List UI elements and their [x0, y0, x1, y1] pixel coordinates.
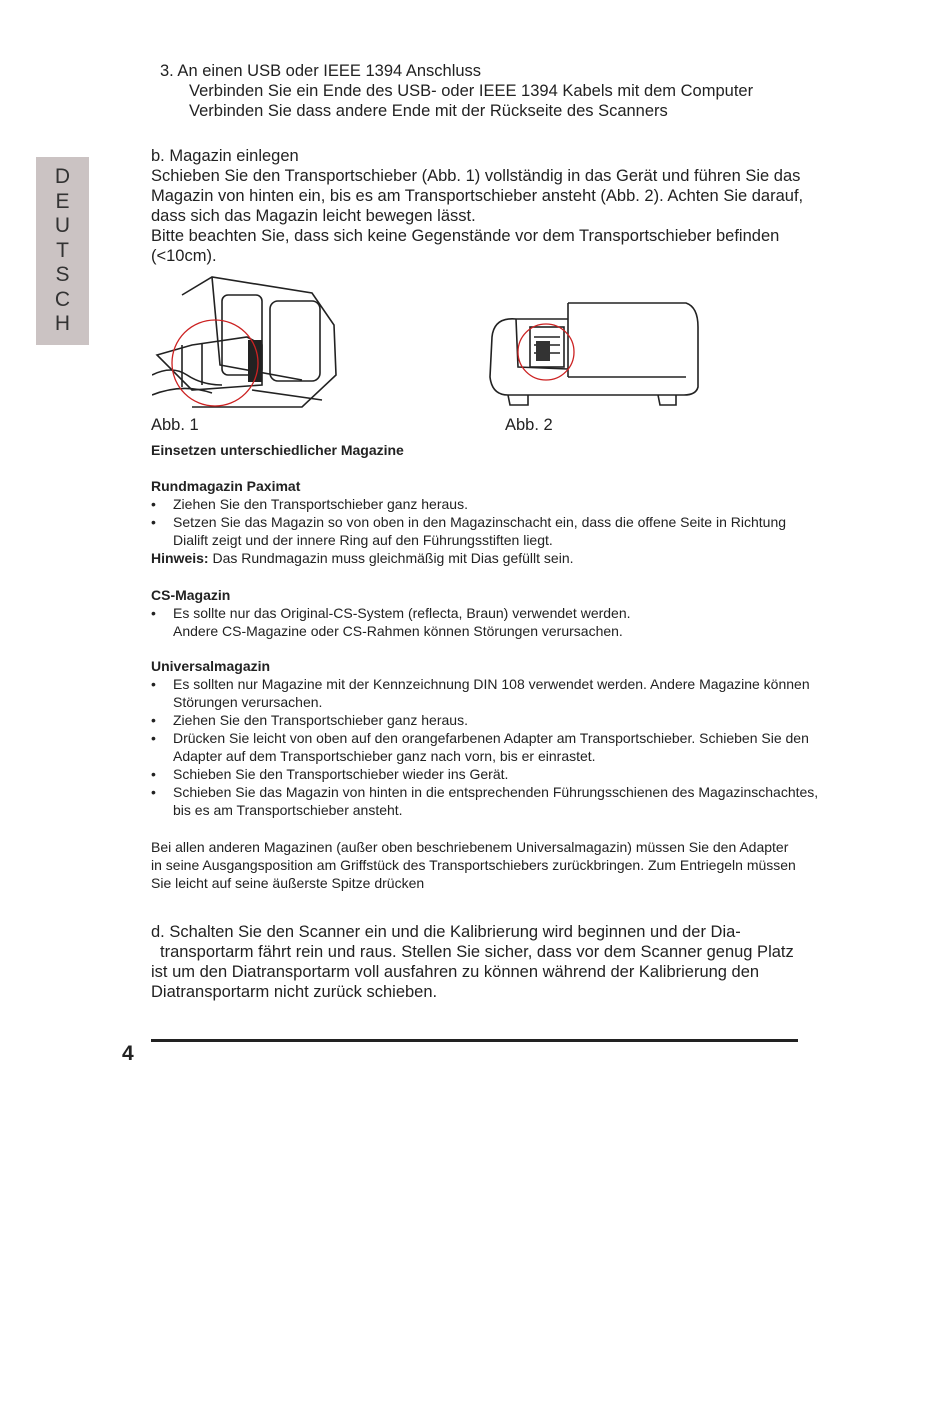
figure-1-caption: Abb. 1: [151, 416, 199, 434]
rundmagazin-list: [151, 495, 821, 549]
language-tab-letter: U: [54, 214, 71, 238]
section-b-paragraph: Schieben Sie den Transportschieber (Abb. 1) vollständig in das Gerät und führen Sie das Magazin von hinten ein, bis es am Transportschieber ansteht (Abb. 2). Achten Sie darauf, dass sich das Magazin leicht bewegen lässt.: [151, 167, 804, 225]
einsetzen-heading: Einsetzen unterschiedlicher Magazine: [151, 442, 404, 458]
language-tab-letter: E: [55, 189, 70, 213]
universalmagazin-list: [151, 675, 821, 819]
language-tab-letter: D: [54, 165, 71, 189]
universalmagazin-heading: Universalmagazin: [151, 658, 271, 674]
section-d-line: d. Schalten Sie den Scanner ein und die Kalibrierung wird beginnen und der Dia-: [151, 923, 741, 941]
list-item: • Schieben Sie das Magazin von hinten in die entsprechenden Führungsschienen des Magazinschachtes, bis es am Transportschieber ansteht.: [151, 783, 821, 819]
figure-1-illustration: [152, 275, 338, 413]
list-item: • Schieben Sie den Transportschieber wieder ins Gerät.: [151, 765, 821, 783]
section-b-note: Bitte beachten Sie, dass sich keine Gegenstände vor dem Transportschieber befinden (<10cm).: [151, 227, 780, 265]
cs-magazin-section: [151, 586, 821, 640]
section-d: [151, 922, 841, 1002]
rundmagazin-note: [151, 549, 821, 567]
language-tab-letter: T: [56, 238, 69, 262]
rundmagazin-section: [151, 477, 821, 567]
step3-heading: 3. An einen USB oder IEEE 1394 Anschluss: [160, 62, 482, 80]
language-tab: [36, 157, 89, 345]
list-item: • Setzen Sie das Magazin so von oben in den Magazinschacht ein, dass die offene Seite in Richtung Dialift zeigt und der innere Ring auf den Führungsstiften liegt.: [151, 513, 821, 549]
language-tab-letter: C: [54, 287, 71, 311]
language-tab-letter: H: [54, 312, 71, 336]
list-item: • Ziehen Sie den Transportschieber ganz heraus.: [151, 495, 821, 513]
section-b-heading: b. Magazin einlegen: [151, 147, 299, 165]
language-tab-letter: S: [55, 263, 70, 287]
list-item: • Es sollte nur das Original-CS-System (reflecta, Braun) verwendet werden.: [151, 604, 821, 622]
section-d-line: Diatransportarm nicht zurück schieben.: [151, 983, 438, 1001]
other-magazines-paragraph: Bei allen anderen Magazinen (außer oben beschriebenem Universalmagazin) müssen Sie den Adapter in seine Ausgangsposition am Griffstück des Transportschiebers zurückbringen. Zum Entriegeln müssen Sie leicht auf seine äußerste Spitze drücken: [151, 839, 796, 891]
note-label: Hinweis:: [151, 550, 209, 566]
cs-magazin-heading: CS-Magazin: [151, 587, 231, 603]
section-d-line: transportarm fährt rein und raus. Stellen Sie sicher, dass vor dem Scanner genug Platz: [160, 943, 794, 961]
step3-line1: Verbinden Sie ein Ende des USB- oder IEEE 1394 Kabels mit dem Computer: [189, 82, 754, 100]
section-b: [151, 146, 831, 266]
note-text: Das Rundmagazin muss gleichmäßig mit Dias gefüllt sein.: [208, 550, 574, 566]
list-item: • Es sollten nur Magazine mit der Kennzeichnung DIN 108 verwendet werden. Andere Magazine können Störungen verursachen.: [151, 675, 821, 711]
list-item: • Drücken Sie leicht von oben auf den orangefarbenen Adapter am Transportschieber. Schieben Sie den Adapter auf dem Transportschieber ganz nach vorn, bis er einrastet.: [151, 729, 821, 765]
footer-rule: [151, 1039, 798, 1042]
figure-2-illustration: [488, 297, 700, 409]
section-d-line: ist um den Diatransportarm voll ausfahren zu können während der Kalibrierung den: [151, 963, 760, 981]
step3-line2: Verbinden Sie dass andere Ende mit der Rückseite des Scanners: [189, 102, 668, 120]
list-item: • Ziehen Sie den Transportschieber ganz heraus.: [151, 711, 821, 729]
page-number: 4: [122, 1042, 134, 1065]
cs-magazin-continuation: Andere CS-Magazine oder CS-Rahmen können Störungen verursachen.: [173, 623, 623, 639]
universalmagazin-section: [151, 657, 821, 819]
cs-magazin-list: [151, 604, 821, 622]
figure-2-caption: Abb. 2: [505, 416, 553, 434]
rundmagazin-heading: Rundmagazin Paximat: [151, 478, 301, 494]
